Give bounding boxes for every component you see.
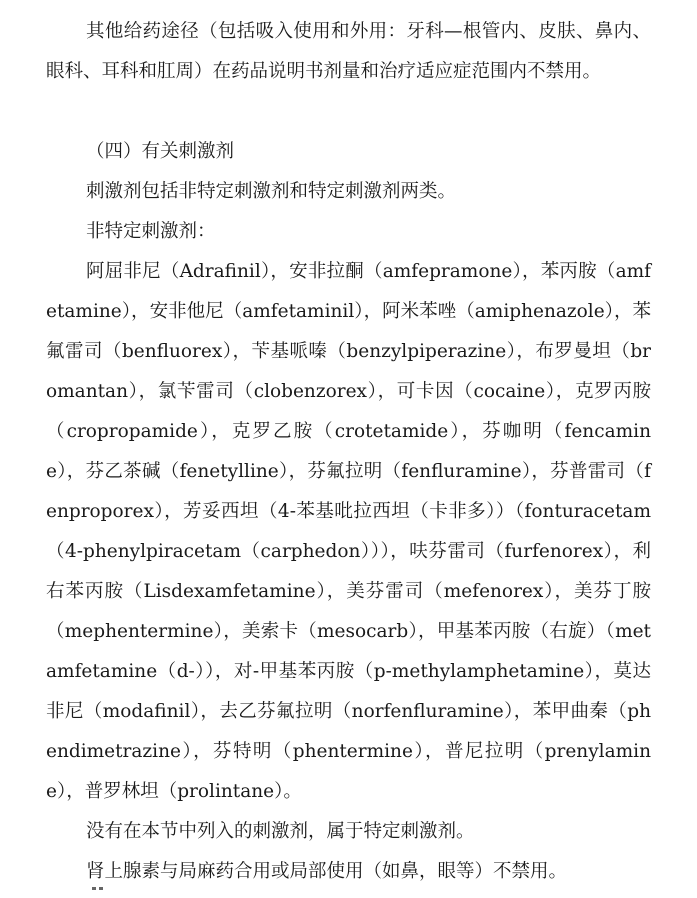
paragraph-stimulant-categories: 刺激剂包括非特定刺激剂和特定刺激剂两类。 bbox=[86, 181, 457, 202]
section-heading-stimulants: （四）有关刺激剂 bbox=[86, 141, 235, 162]
paragraph-non-specific-heading: 非特定刺激剂： bbox=[86, 221, 216, 242]
paragraph-epinephrine-note: 肾上腺素与局麻药合用或局部使用（如鼻，眼等）不禁用。 bbox=[86, 861, 568, 882]
paragraph-non-specific-list: 阿屈非尼（Adrafinil），安非拉酮（amfepramone），苯丙胺（amfetamine），安非他尼（amfetaminil），阿米苯唑（amiphenazole），苯氟雷司（benfluorex），苄基哌嗪（benzylpiperazine），布罗曼坦（bromantan），氯苄雷司（clobenzorex），可卡因（cocaine），克罗丙胺（cropropamide），克罗乙胺（crotetamide），芬咖明（fencamine），芬乙茶碱（fenetylline），芬氟拉明（fenfluramine），芬普雷司（fenproporex），芳妥西坦（4-苯基吡拉西坦（卡非多））（fonturacetam（4-phenylpiracetam（carphedon））），呋芬雷司（furfenorex），利右苯丙胺（Lisdexamfetamine），美芬雷司（mefenorex），美芬丁胺（mephentermine），美索卡（mesocarb），甲基苯丙胺（右旋）（metamfetamine（d-）），对-甲基苯丙胺（p-methylamphetamine），莫达非尼（modafinil），去乙芬氟拉明（norfenfluramine），苯甲曲秦（phendimetrazine），芬特明（phentermine），普尼拉明（prenylamine），普罗林坦（prolintane）。 bbox=[46, 261, 651, 802]
cut-off-text-fragment bbox=[92, 887, 106, 895]
paragraph-specific-stimulants: 没有在本节中列入的刺激剂，属于特定刺激剂。 bbox=[86, 821, 475, 842]
paragraph-administration-routes: 其他给药途径（包括吸入使用和外用：牙科—根管内、皮肤、鼻内、眼科、耳科和肛周）在药品说明书剂量和治疗适应症范围内不禁用。 bbox=[46, 21, 651, 82]
